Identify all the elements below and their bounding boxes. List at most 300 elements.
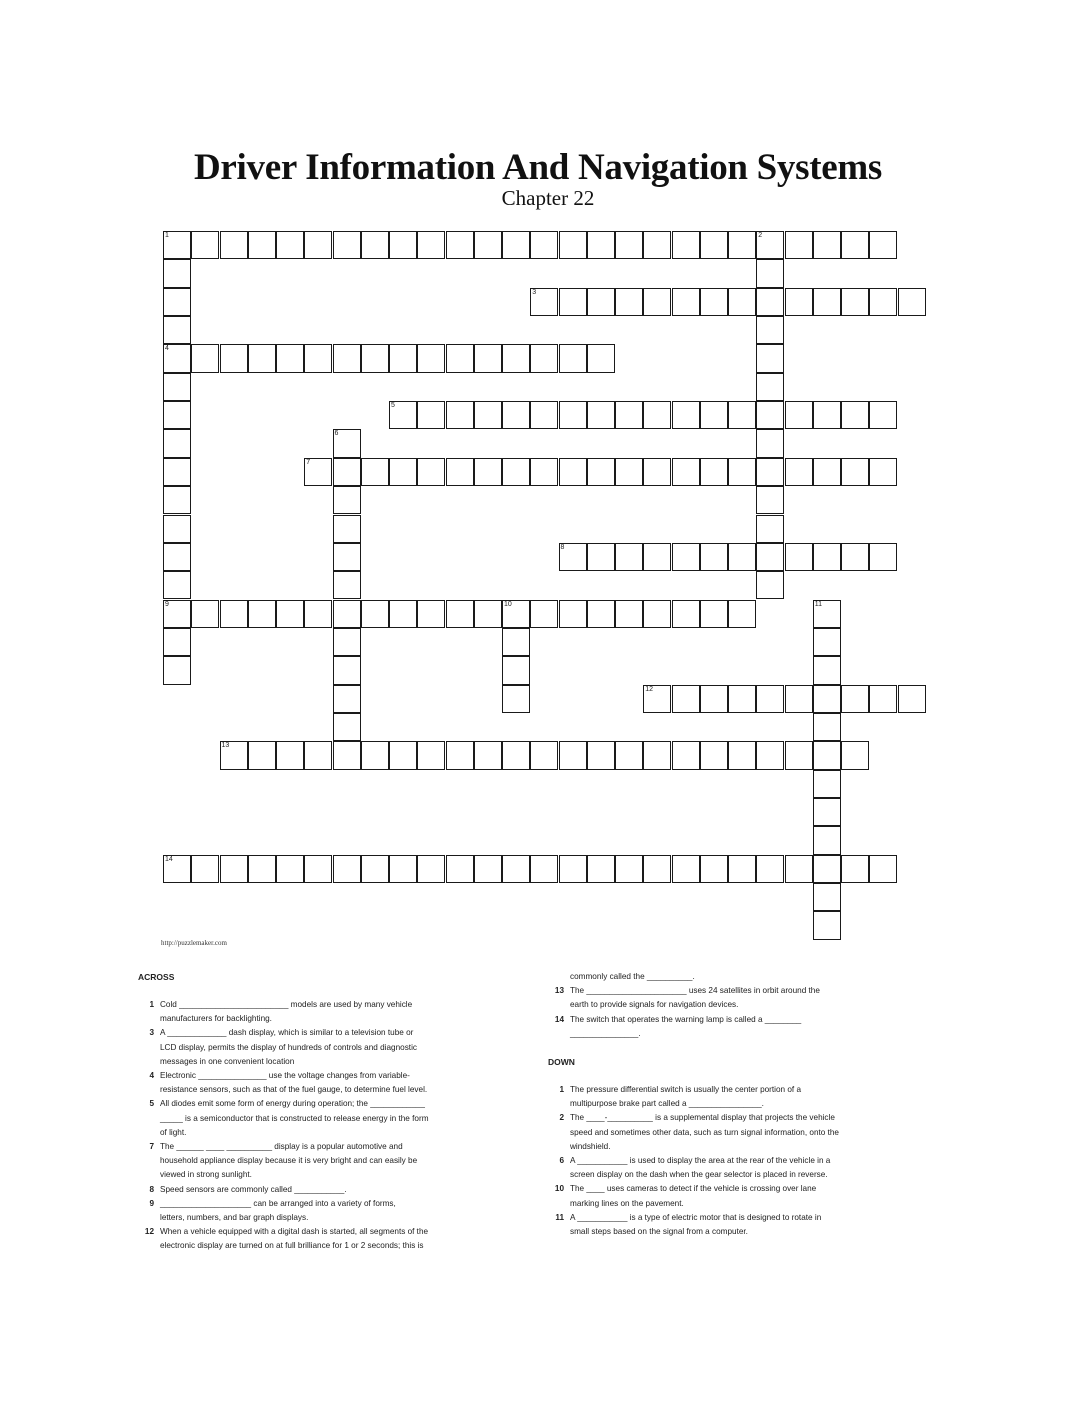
grid-cell[interactable] (813, 713, 841, 741)
grid-cell[interactable] (361, 741, 389, 769)
grid-cell[interactable] (502, 600, 530, 628)
clue-number: 1 (149, 1000, 154, 1009)
across-clue (138, 1197, 478, 1225)
down-clue (548, 1182, 888, 1210)
grid-cell[interactable] (361, 855, 389, 883)
grid-cell[interactable] (869, 458, 897, 486)
grid-cell[interactable] (841, 231, 869, 259)
grid-cell[interactable] (728, 288, 756, 316)
clue-text-line: Speed sensors are commonly called ___________. (160, 1184, 347, 1194)
clue-text-line: The ____-__________ is a supplemental display that projects the vehicle (570, 1113, 835, 1123)
grid-cell[interactable] (672, 401, 700, 429)
grid-cell[interactable] (615, 401, 643, 429)
clue-text-line: marking lines on the pavement. (570, 1198, 684, 1208)
across-clue (138, 1225, 478, 1253)
grid-cell[interactable] (898, 685, 926, 713)
clue-text-line: All diodes emit some form of energy during operation; the ____________ (160, 1099, 425, 1109)
clue-text-line: When a vehicle equipped with a digital dash is started, all segments of the (160, 1227, 429, 1237)
clues-left-column (138, 970, 478, 1254)
grid-cell[interactable] (756, 288, 784, 316)
grid-cell[interactable] (163, 259, 191, 287)
grid-cell[interactable] (530, 458, 558, 486)
grid-cell[interactable] (417, 741, 445, 769)
grid-cell[interactable] (446, 231, 474, 259)
grid-cell[interactable] (785, 855, 813, 883)
grid-cell[interactable] (248, 231, 276, 259)
grid-cell[interactable] (304, 231, 332, 259)
grid-cell[interactable] (756, 571, 784, 599)
grid-cell[interactable] (333, 429, 361, 457)
across-clue (548, 1013, 888, 1041)
grid-cell[interactable] (756, 259, 784, 287)
grid-cell[interactable] (813, 855, 841, 883)
grid-cell[interactable] (220, 231, 248, 259)
grid-cell[interactable] (813, 798, 841, 826)
grid-cell[interactable] (276, 741, 304, 769)
across-clue (138, 998, 478, 1026)
clue-number: 11 (814, 600, 823, 608)
grid-cell[interactable] (587, 741, 615, 769)
grid-cell[interactable] (304, 458, 332, 486)
grid-cell[interactable] (785, 401, 813, 429)
grid-cell[interactable] (643, 741, 671, 769)
grid-cell[interactable] (248, 600, 276, 628)
grid-cell[interactable] (813, 656, 841, 684)
grid-cell[interactable] (869, 231, 897, 259)
grid-cell[interactable] (643, 600, 671, 628)
grid-cell[interactable] (700, 741, 728, 769)
across-clue-continued: commonly called the __________. (570, 972, 695, 981)
grid-cell[interactable] (813, 458, 841, 486)
clue-text-line: The switch that operates the warning lamp is called a ________ (570, 1014, 802, 1024)
grid-cell[interactable] (813, 600, 841, 628)
grid-cell[interactable] (248, 741, 276, 769)
grid-cell[interactable] (559, 288, 587, 316)
grid-cell[interactable] (756, 458, 784, 486)
grid-cell[interactable] (615, 458, 643, 486)
grid-cell[interactable] (813, 741, 841, 769)
clue-number: 14 (165, 855, 173, 863)
clue-text-line: windshield. (570, 1141, 611, 1151)
clue-number: 6 (559, 1156, 564, 1166)
grid-cell[interactable] (643, 458, 671, 486)
grid-cell[interactable] (474, 855, 502, 883)
grid-cell[interactable] (813, 628, 841, 656)
grid-cell[interactable] (615, 741, 643, 769)
grid-cell[interactable] (417, 855, 445, 883)
grid-cell[interactable] (276, 600, 304, 628)
grid-cell[interactable] (587, 458, 615, 486)
grid-cell[interactable] (841, 458, 869, 486)
clue-text-line: resistance sensors, such as that of the fuel gauge, to determine fuel level. (160, 1085, 428, 1095)
grid-cell[interactable] (785, 458, 813, 486)
grid-cell[interactable] (417, 344, 445, 372)
across-clue (138, 1183, 478, 1197)
grid-cell[interactable] (700, 685, 728, 713)
grid-cell[interactable] (502, 344, 530, 372)
clue-number: 9 (165, 600, 169, 608)
grid-cell[interactable] (756, 429, 784, 457)
clue-text-line: _____ is a semiconductor that is constructed to release energy in the form (160, 1113, 429, 1123)
grid-cell[interactable] (163, 600, 191, 628)
grid-cell[interactable] (728, 401, 756, 429)
grid-cell[interactable] (333, 600, 361, 628)
grid-cell[interactable] (502, 231, 530, 259)
grid-cell[interactable] (643, 685, 671, 713)
grid-cell[interactable] (248, 344, 276, 372)
clue-text-line: multipurpose brake part called a ________________. (570, 1099, 764, 1109)
grid-cell[interactable] (361, 344, 389, 372)
clue-number: 13 (554, 986, 564, 996)
grid-cell[interactable] (672, 288, 700, 316)
grid-cell[interactable] (304, 344, 332, 372)
grid-cell[interactable] (417, 401, 445, 429)
grid-cell[interactable] (841, 855, 869, 883)
clue-number: 11 (555, 1212, 564, 1222)
grid-cell[interactable] (333, 713, 361, 741)
grid-cell[interactable] (559, 741, 587, 769)
grid-cell[interactable] (728, 231, 756, 259)
grid-cell[interactable] (728, 543, 756, 571)
grid-cell[interactable] (304, 855, 332, 883)
grid-cell[interactable] (474, 600, 502, 628)
grid-cell[interactable] (756, 855, 784, 883)
grid-cell[interactable] (333, 855, 361, 883)
grid-cell[interactable] (361, 600, 389, 628)
grid-cell[interactable] (474, 741, 502, 769)
down-clue (548, 1083, 888, 1111)
grid-cell[interactable] (643, 288, 671, 316)
grid-cell[interactable] (587, 543, 615, 571)
across-clue (138, 1069, 478, 1097)
grid-cell[interactable] (728, 685, 756, 713)
grid-cell[interactable] (502, 628, 530, 656)
grid-cell[interactable] (163, 231, 191, 259)
grid-cell[interactable] (587, 855, 615, 883)
grid-cell[interactable] (841, 685, 869, 713)
grid-cell[interactable] (304, 741, 332, 769)
grid-cell[interactable] (276, 231, 304, 259)
grid-cell[interactable] (813, 401, 841, 429)
clue-text-line: viewed in strong sunlight. (160, 1170, 252, 1180)
grid-cell[interactable] (276, 344, 304, 372)
grid-cell[interactable] (898, 288, 926, 316)
grid-cell[interactable] (333, 656, 361, 684)
clue-number: 12 (645, 685, 654, 693)
down-clue-list (548, 1083, 888, 1239)
grid-cell[interactable] (163, 543, 191, 571)
grid-cell[interactable] (333, 741, 361, 769)
grid-cell[interactable] (276, 855, 304, 883)
grid-cell[interactable] (220, 344, 248, 372)
grid-cell[interactable] (587, 344, 615, 372)
grid-cell[interactable] (502, 458, 530, 486)
grid-cell[interactable] (869, 543, 897, 571)
grid-cell[interactable] (333, 543, 361, 571)
grid-cell[interactable] (446, 401, 474, 429)
clue-number: 2 (758, 232, 763, 239)
down-clue (548, 1111, 888, 1154)
clue-text-line: small steps based on the signal from a computer. (570, 1227, 748, 1237)
grid-cell[interactable] (191, 855, 219, 883)
grid-cell[interactable] (700, 458, 728, 486)
grid-cell[interactable] (559, 543, 587, 571)
grid-cell[interactable] (700, 855, 728, 883)
grid-cell[interactable] (672, 600, 700, 628)
clue-text-line: manufacturers for backlighting. (160, 1014, 272, 1024)
grid-cell[interactable] (333, 628, 361, 656)
grid-cell[interactable] (700, 231, 728, 259)
down-clue (548, 1154, 888, 1182)
grid-cell[interactable] (841, 543, 869, 571)
grid-cell[interactable] (163, 628, 191, 656)
grid-cell[interactable] (361, 458, 389, 486)
grid-cell[interactable] (869, 401, 897, 429)
grid-cell[interactable] (756, 316, 784, 344)
grid-cell[interactable] (587, 231, 615, 259)
grid-cell[interactable] (587, 401, 615, 429)
grid-cell[interactable] (163, 316, 191, 344)
grid-cell[interactable] (672, 741, 700, 769)
grid-cell[interactable] (389, 600, 417, 628)
grid-cell[interactable] (700, 401, 728, 429)
grid-cell[interactable] (756, 741, 784, 769)
grid-cell[interactable] (163, 288, 191, 316)
grid-cell[interactable] (615, 288, 643, 316)
clue-text-line: _______________. (570, 1028, 641, 1038)
grid-cell[interactable] (163, 458, 191, 486)
grid-cell[interactable] (191, 344, 219, 372)
clue-text-line: LCD display, permits the display of hundreds of controls and diagnostic (160, 1042, 417, 1052)
grid-cell[interactable] (474, 401, 502, 429)
grid-cell[interactable] (643, 401, 671, 429)
grid-cell[interactable] (615, 231, 643, 259)
grid-cell[interactable] (841, 288, 869, 316)
grid-cell[interactable] (530, 600, 558, 628)
grid-cell[interactable] (700, 543, 728, 571)
clue-text-line: ____________________ can be arranged into a variety of forms, (160, 1198, 396, 1208)
grid-cell[interactable] (502, 401, 530, 429)
grid-cell[interactable] (785, 685, 813, 713)
grid-cell[interactable] (813, 883, 841, 911)
clues-right-column (548, 970, 888, 1239)
grid-cell[interactable] (559, 600, 587, 628)
grid-cell[interactable] (389, 458, 417, 486)
grid-cell[interactable] (813, 288, 841, 316)
grid-cell[interactable] (869, 288, 897, 316)
clue-text-line: of light. (160, 1127, 187, 1137)
clue-text-line: The ____ uses cameras to detect if the vehicle is crossing over lane (570, 1184, 817, 1194)
grid-cell[interactable] (559, 344, 587, 372)
clue-number: 14 (554, 1014, 564, 1024)
grid-cell[interactable] (869, 855, 897, 883)
across-clue (138, 1140, 478, 1183)
grid-cell[interactable] (615, 543, 643, 571)
clue-number: 9 (149, 1198, 154, 1208)
grid-cell[interactable] (389, 401, 417, 429)
clue-number: 6 (334, 430, 339, 438)
grid-cell[interactable] (785, 288, 813, 316)
grid-cell[interactable] (728, 458, 756, 486)
grid-cell[interactable] (474, 458, 502, 486)
grid-cell[interactable] (446, 458, 474, 486)
grid-cell[interactable] (700, 600, 728, 628)
grid-cell[interactable] (163, 855, 191, 883)
grid-cell[interactable] (389, 855, 417, 883)
grid-cell[interactable] (559, 855, 587, 883)
grid-cell[interactable] (191, 231, 219, 259)
grid-cell[interactable] (813, 685, 841, 713)
grid-cell[interactable] (756, 231, 784, 259)
grid-cell[interactable] (756, 543, 784, 571)
grid-cell[interactable] (530, 401, 558, 429)
grid-cell[interactable] (333, 458, 361, 486)
grid-cell[interactable] (813, 826, 841, 854)
clue-text-line: earth to provide signals for navigation devices. (570, 1000, 739, 1010)
across-heading: ACROSS (138, 972, 175, 982)
grid-cell[interactable] (672, 458, 700, 486)
grid-cell[interactable] (756, 515, 784, 543)
grid-cell[interactable] (163, 401, 191, 429)
grid-cell[interactable] (615, 855, 643, 883)
grid-cell[interactable] (643, 855, 671, 883)
grid-cell[interactable] (191, 600, 219, 628)
grid-cell[interactable] (841, 401, 869, 429)
grid-cell[interactable] (587, 288, 615, 316)
grid-cell[interactable] (728, 600, 756, 628)
grid-cell[interactable] (446, 855, 474, 883)
clue-number: 1 (165, 232, 169, 239)
grid-cell[interactable] (530, 344, 558, 372)
grid-cell[interactable] (785, 741, 813, 769)
across-clue-list (138, 998, 478, 1254)
clue-text-line: screen display on the dash when the gear selector is placed in reverse. (570, 1170, 828, 1180)
grid-cell[interactable] (643, 231, 671, 259)
grid-cell[interactable] (220, 600, 248, 628)
grid-cell[interactable] (502, 685, 530, 713)
clue-number: 4 (165, 345, 169, 353)
clue-text-line: electronic display are turned on at full brilliance for 1 or 2 seconds; this is (160, 1241, 424, 1251)
grid-cell[interactable] (333, 685, 361, 713)
grid-cell[interactable] (728, 741, 756, 769)
grid-cell[interactable] (163, 656, 191, 684)
clue-number: 5 (149, 1099, 154, 1109)
grid-cell[interactable] (163, 373, 191, 401)
clue-number: 8 (560, 543, 565, 551)
source-url: http://puzzlemaker.com (161, 939, 227, 947)
clue-number: 7 (149, 1142, 154, 1152)
grid-cell[interactable] (756, 401, 784, 429)
grid-cell[interactable] (389, 344, 417, 372)
grid-cell[interactable] (446, 741, 474, 769)
grid-cell[interactable] (672, 855, 700, 883)
grid-cell[interactable] (530, 855, 558, 883)
grid-cell[interactable] (813, 231, 841, 259)
grid-cell[interactable] (728, 855, 756, 883)
clue-text-line: The ______ ____ __________ display is a popular automotive and (160, 1142, 403, 1152)
grid-cell[interactable] (530, 741, 558, 769)
grid-cell[interactable] (813, 770, 841, 798)
grid-cell[interactable] (417, 458, 445, 486)
grid-cell[interactable] (389, 741, 417, 769)
grid-cell[interactable] (785, 231, 813, 259)
grid-cell[interactable] (502, 741, 530, 769)
clue-number: 5 (391, 402, 395, 410)
grid-cell[interactable] (559, 458, 587, 486)
grid-cell[interactable] (474, 231, 502, 259)
grid-cell[interactable] (163, 515, 191, 543)
grid-cell[interactable] (672, 543, 700, 571)
grid-cell[interactable] (643, 543, 671, 571)
grid-cell[interactable] (163, 571, 191, 599)
grid-cell[interactable] (333, 571, 361, 599)
grid-cell[interactable] (756, 373, 784, 401)
grid-cell[interactable] (672, 231, 700, 259)
clue-text-line: A ___________ is a type of electric motor that is designed to rotate in (570, 1212, 822, 1222)
grid-cell[interactable] (333, 344, 361, 372)
clue-text-line: letters, numbers, and bar graph displays. (160, 1213, 309, 1223)
grid-cell[interactable] (333, 486, 361, 514)
grid-cell[interactable] (361, 231, 389, 259)
grid-cell[interactable] (446, 600, 474, 628)
grid-cell[interactable] (220, 855, 248, 883)
grid-cell[interactable] (700, 288, 728, 316)
grid-cell[interactable] (615, 600, 643, 628)
grid-cell[interactable] (672, 685, 700, 713)
grid-cell[interactable] (446, 344, 474, 372)
grid-cell[interactable] (841, 741, 869, 769)
grid-cell[interactable] (559, 231, 587, 259)
grid-cell[interactable] (756, 685, 784, 713)
grid-cell[interactable] (333, 231, 361, 259)
across-clue (548, 984, 888, 1012)
grid-cell[interactable] (163, 486, 191, 514)
grid-cell[interactable] (417, 231, 445, 259)
grid-cell[interactable] (389, 231, 417, 259)
clue-number: 13 (221, 742, 230, 750)
clue-number: 3 (532, 288, 537, 296)
grid-cell[interactable] (333, 515, 361, 543)
grid-cell[interactable] (474, 344, 502, 372)
grid-cell[interactable] (530, 288, 558, 316)
grid-cell[interactable] (163, 344, 191, 372)
grid-cell[interactable] (813, 911, 841, 939)
grid-cell[interactable] (304, 600, 332, 628)
clue-text-line: messages in one convenient location (160, 1056, 295, 1066)
grid-cell[interactable] (813, 543, 841, 571)
clue-text-line: household appliance display because it is very bright and can easily be (160, 1156, 418, 1166)
clue-number: 3 (149, 1028, 154, 1038)
grid-cell[interactable] (756, 486, 784, 514)
grid-cell[interactable] (785, 543, 813, 571)
grid-cell[interactable] (502, 656, 530, 684)
clue-text-line: Electronic _______________ use the voltage changes from variable- (160, 1071, 410, 1081)
grid-cell[interactable] (587, 600, 615, 628)
grid-cell[interactable] (530, 231, 558, 259)
grid-cell[interactable] (756, 344, 784, 372)
grid-cell[interactable] (163, 429, 191, 457)
clue-number: 2 (559, 1113, 564, 1123)
grid-cell[interactable] (220, 741, 248, 769)
grid-cell[interactable] (869, 685, 897, 713)
grid-cell[interactable] (248, 855, 276, 883)
grid-cell[interactable] (417, 600, 445, 628)
clue-text-line: The pressure differential switch is usually the center portion of a (570, 1085, 802, 1095)
clue-text-line: A ___________ is used to display the area at the rear of the vehicle in a (570, 1156, 831, 1166)
grid-cell[interactable] (559, 401, 587, 429)
grid-cell[interactable] (502, 855, 530, 883)
across-clue (138, 1097, 478, 1140)
